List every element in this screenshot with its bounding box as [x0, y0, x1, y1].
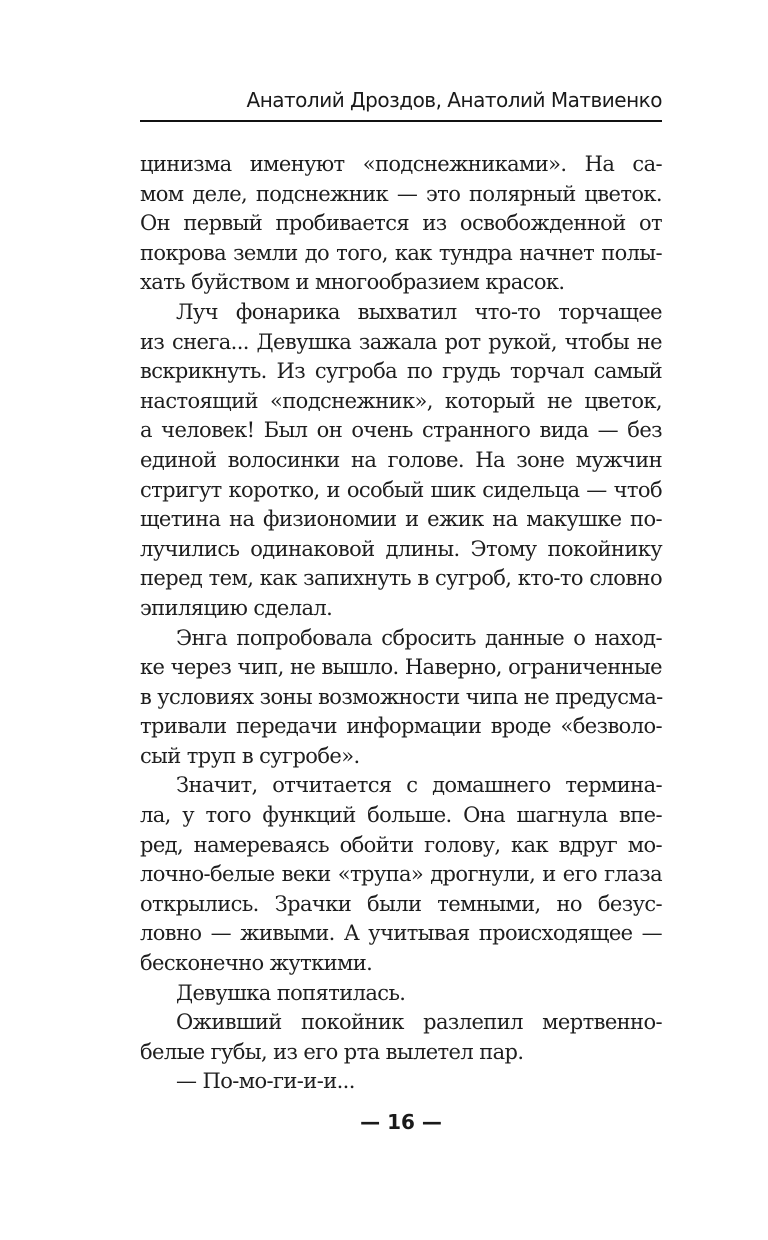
text-line: ла, у того функций больше. Она шагнула впе-	[140, 803, 662, 828]
text-line: настоящий «подснежник», который не цветок,	[140, 388, 662, 413]
running-head: Анатолий Дроздов, Анатолий Матвиенко	[246, 88, 662, 112]
text-line: Девушка попятилась.	[176, 980, 406, 1005]
text-line: из снега... Девушка зажала рот рукой, чтобы не	[140, 329, 662, 354]
text-line: лучились одинаковой длины. Этому покойнику	[140, 536, 662, 561]
text-line: ке через чип, не вышло. Наверно, ограниченные	[140, 655, 662, 680]
text-line: перед тем, как запихнуть в сугроб, кто-то словно	[140, 566, 662, 591]
text-line: цинизма именуют «подснежниками». На са-	[140, 152, 662, 176]
text-line: Энга попробовала сбросить данные о наход-	[176, 625, 662, 650]
text-line: покрова земли до того, как тундра начнет полы-	[140, 240, 662, 265]
text-line: в условиях зоны возможности чипа не предусма-	[140, 684, 663, 709]
text-line: вскрикнуть. Из сугроба по грудь торчал самый	[140, 359, 662, 384]
text-line: Он первый пробивается из освобожденной от	[140, 211, 662, 236]
text-line: сый труп в сугробе».	[140, 743, 360, 768]
header-rule	[140, 120, 662, 122]
page-number: — 16 —	[360, 1110, 442, 1134]
text-line: Значит, отчитается с домашнего термина-	[176, 773, 662, 798]
text-line: Луч фонарика выхватил что-то торчащее	[176, 299, 662, 324]
text-line: белые губы, из его рта вылетел пар.	[140, 1039, 524, 1064]
text-line: — По-мо-ги-и-и...	[176, 1069, 355, 1094]
text-line: тривали передачи информации вроде «безволо-	[140, 714, 662, 739]
text-line: эпиляцию сделал.	[140, 595, 333, 620]
text-line: бесконечно жуткими.	[140, 951, 373, 976]
text-line: ред, намереваясь обойти голову, как вдруг мо-	[140, 832, 662, 857]
text-line: стригут коротко, и особый шик сидельца — чтоб	[140, 477, 662, 502]
text-line: а человек! Был он очень странного вида — без	[140, 418, 662, 443]
body-text	[140, 150, 662, 1097]
text-line: щетина на физиономии и ежик на макушке по-	[140, 507, 662, 532]
text-line: хать буйством и многообразием красок.	[140, 270, 565, 295]
text-line: единой волосинки на голове. На зоне мужчин	[140, 447, 662, 472]
text-line: лочно-белые веки «трупа» дрогнули, и его глаза	[140, 862, 662, 887]
text-line: мом деле, подснежник — это полярный цветок.	[140, 181, 662, 206]
text-line: ловно — живыми. А учитывая происходящее —	[140, 921, 662, 946]
text-line: Оживший покойник разлепил мертвенно-	[176, 1010, 662, 1035]
text-line: открылись. Зрачки были темными, но безус-	[140, 891, 662, 916]
